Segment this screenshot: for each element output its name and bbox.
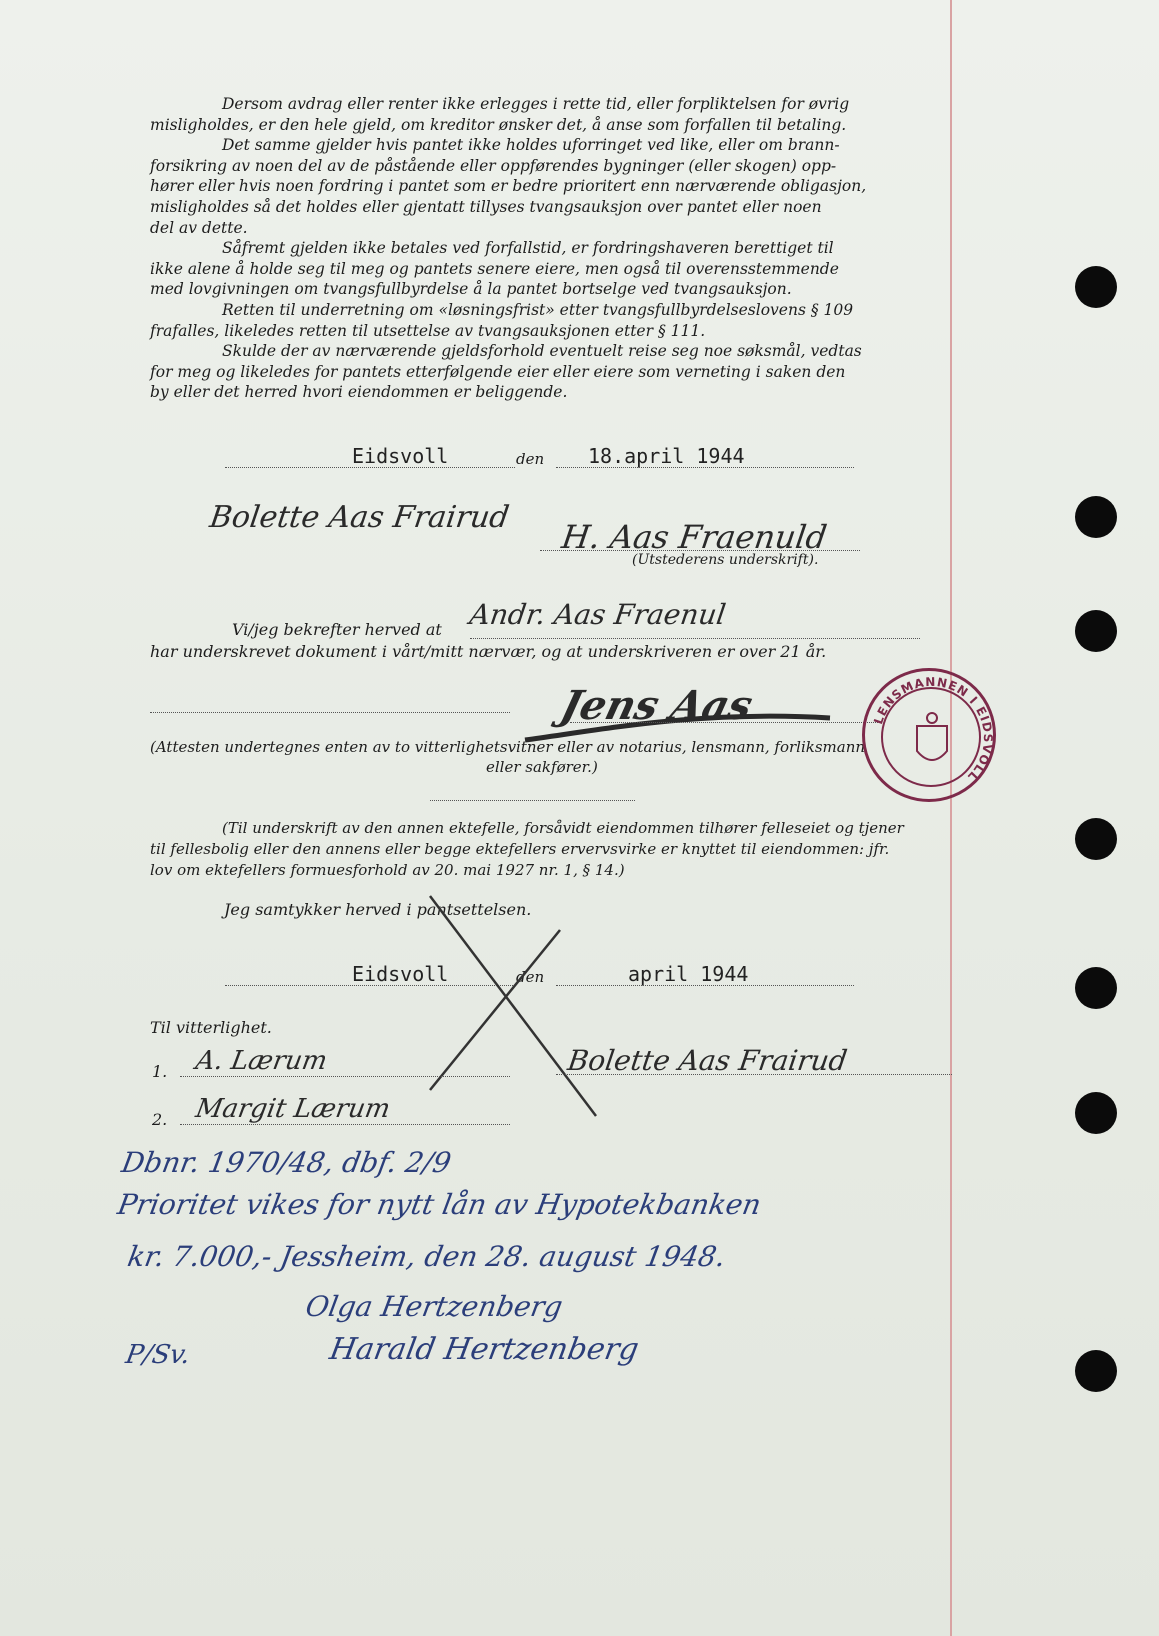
punch-hole (1075, 610, 1117, 652)
witness-rule (150, 712, 510, 713)
confirm-prefix: Vi/jeg bekrefter herved at (232, 620, 442, 639)
text-line: (Til underskrift av den annen ektefelle, forsåvidt eiendommen tilhører felleseiet og tjener (222, 819, 904, 837)
cross-mark (400, 890, 620, 1140)
enforcement-clause (150, 238, 926, 300)
signature-rule (540, 550, 860, 551)
dateline-rule (556, 467, 854, 468)
spouse-rule (556, 1074, 952, 1075)
confirm-line2: har underskrevet dokument i vårt/mitt nærvær, og at underskriveren er over 21 år. (150, 642, 827, 661)
margin-line (950, 0, 952, 1636)
attest-note-line: (Attesten undertegnes enten av to vitterlighetsvitner eller av notarius, lensmann, forliksmann (150, 738, 866, 756)
spouse-signature: Bolette Aas Frairud (565, 1044, 850, 1077)
spouse-rule (430, 800, 635, 801)
dateline2-den: den (516, 968, 545, 986)
annotation-line: kr. 7.000,- Jessheim, den 28. august 1948. (125, 1240, 729, 1273)
notice-clause (150, 300, 926, 341)
text-line: forsikring av noen del av de påstående eller oppførendes bygninger (eller skogen) opp- (150, 156, 837, 175)
text-line: misligholdes, er den hele gjeld, om kreditor ønsker det, å anse som forfallen til betaling. (150, 115, 847, 134)
annotation-signature: Olga Hertzenberg (303, 1290, 566, 1323)
witness-signature: Jens Aas (556, 682, 758, 729)
punch-hole (1075, 1350, 1117, 1392)
text-line: del av dette. (150, 218, 248, 237)
witness-heading: Til vitterlighet. (150, 1018, 272, 1037)
official-stamp (862, 668, 996, 802)
text-line: Skulde der av nærværende gjeldsforhold eventuelt reise seg noe søksmål, vedtas (222, 342, 862, 360)
confirm-name-signature: Andr. Aas Fraenul (467, 598, 728, 631)
annotation-signature: Harald Hertzenberg (326, 1332, 642, 1367)
signature-left: Bolette Aas Frairud (207, 500, 512, 535)
punch-hole (1075, 1092, 1117, 1134)
text-line: frafalles, likeledes retten til utsettelse av tvangsauksjonen etter § 111. (150, 321, 706, 340)
svg-text:LENSMANNEN I EIDSVOLL: LENSMANNEN I EIDSVOLL (871, 674, 996, 785)
punch-hole (1075, 266, 1117, 308)
dateline-rule (225, 467, 515, 468)
text-line: for meg og likeledes for pantets etterfølgende eier eller eiere som verneting i saken den (150, 362, 846, 381)
text-line: Dersom avdrag eller renter ikke erlegges i rette tid, eller forpliktelsen for øvrig (222, 95, 850, 113)
text-line: ikke alene å holde seg til meg og pantets senere eiere, men også til overensstemmende (150, 259, 839, 278)
punch-hole (1075, 496, 1117, 538)
dateline-place: Eidsvoll (352, 444, 449, 468)
witness1-signature: A. Lærum (193, 1046, 330, 1076)
text-line: lov om ektefellers formuesforhold av 20. mai 1927 nr. 1, § 14.) (150, 861, 625, 879)
attest-note-line: eller sakfører.) (486, 758, 598, 776)
dateline-den: den (516, 450, 545, 468)
text-line: hører eller hvis noen fordring i pantet som er bedre prioritert enn nærværende obligasjon, (150, 177, 867, 196)
text-line: misligholdes så det holdes eller gjentatt tillyses tvangsauksjon over pantet eller noen (150, 197, 822, 216)
text-line: Såfremt gjelden ikke betales ved forfallstid, er fordringshaveren berettiget til (222, 239, 834, 257)
witness-rule (570, 722, 880, 723)
punch-hole (1075, 818, 1117, 860)
witness1-number: 1. (152, 1062, 168, 1081)
text-line: til fellesbolig eller den annens eller begge ektefellers ervervsvirke er knyttet til eiendommen: jfr. (150, 840, 890, 858)
witness2-number: 2. (152, 1110, 168, 1129)
text-line: med lovgivningen om tvangsfullbyrdelse å la pantet bortselge ved tvangsauksjon. (150, 280, 792, 299)
annotation-line: Prioritet vikes for nytt lån av Hypotekbanken (115, 1188, 764, 1221)
punch-hole (1075, 967, 1117, 1009)
dateline2-place: Eidsvoll (352, 962, 449, 986)
dateline2-date: april 1944 (628, 962, 749, 986)
text-line: by eller det herred hvori eiendommen er beliggende. (150, 383, 568, 402)
confirm-rule (470, 638, 920, 639)
spouse-note (150, 818, 926, 881)
signature-issuer: H. Aas Fraenuld (559, 518, 830, 556)
consent-text: Jeg samtykker herved i pantsettelsen. (224, 900, 532, 919)
default-clause (150, 94, 926, 238)
witness2-signature: Margit Lærum (193, 1094, 393, 1124)
signature-caption: (Utstederens underskrift). (632, 552, 819, 568)
dateline-date: 18.april 1944 (588, 444, 745, 468)
witness1-rule (180, 1076, 510, 1077)
annotation-line: Dbnr. 1970/48, dbf. 2/9 (119, 1146, 454, 1179)
text-line: Det samme gjelder hvis pantet ikke holdes uforringet ved like, eller om brann- (222, 136, 840, 155)
stamp-text (865, 671, 999, 805)
witness2-rule (180, 1124, 510, 1125)
venue-clause (150, 341, 926, 403)
annotation-initials: P/Sv. (123, 1340, 193, 1370)
text-line: Retten til underretning om «løsningsfrist» etter tvangsfullbyrdelseslovens § 109 (222, 301, 854, 319)
